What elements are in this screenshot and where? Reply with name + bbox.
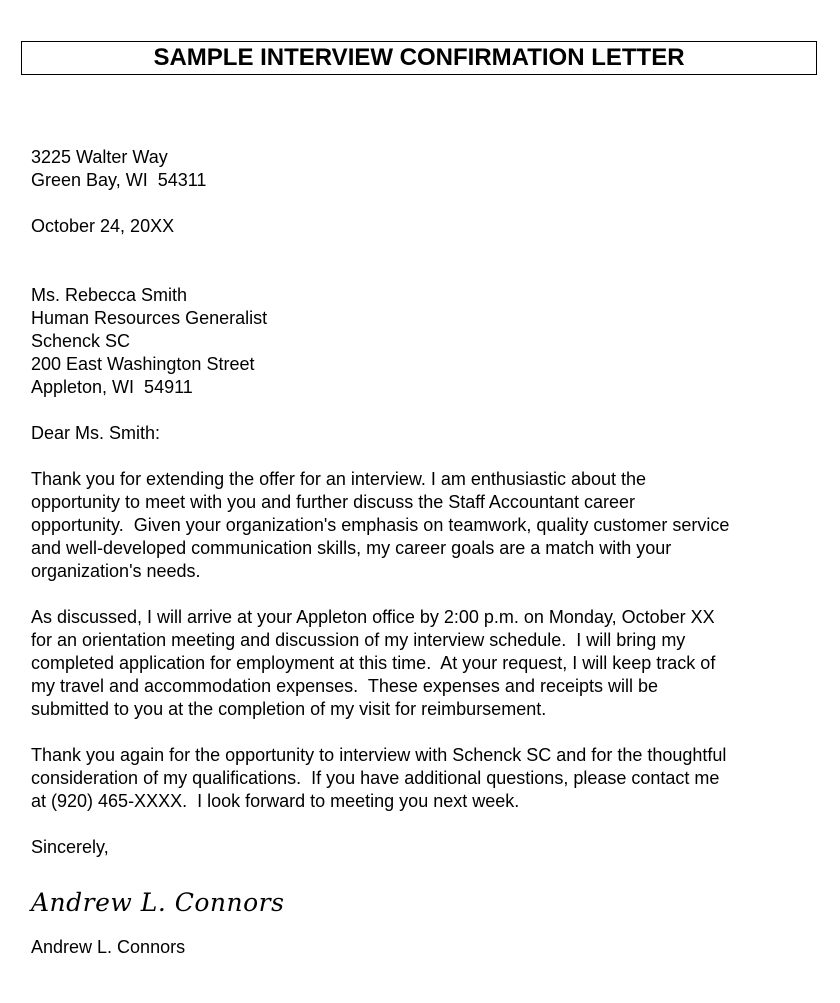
- letter-title: SAMPLE INTERVIEW CONFIRMATION LETTER: [153, 44, 685, 71]
- paragraph-line: opportunity to meet with you and further discuss the Staff Accountant career: [31, 492, 636, 512]
- paragraph-3: [31, 744, 821, 813]
- recipient-line: Ms. Rebecca Smith: [31, 285, 188, 305]
- paragraph-line: organization's needs.: [31, 561, 201, 581]
- paragraph-line: at (920) 465-XXXX. I look forward to meeting you next week.: [31, 791, 520, 811]
- paragraph-line: my travel and accommodation expenses. These expenses and receipts will be: [31, 676, 659, 696]
- printed-name-text: Andrew L. Connors: [31, 937, 186, 957]
- paragraph-line: opportunity. Given your organization's emphasis on teamwork, quality customer service: [31, 515, 730, 535]
- paragraph-line: and well-developed communication skills, my career goals are a match with your: [31, 538, 672, 558]
- letter-body: [31, 146, 821, 959]
- paragraph-line: Thank you again for the opportunity to interview with Schenck SC and for the thoughtful: [31, 745, 727, 765]
- salutation: [31, 422, 821, 445]
- sender-address: [31, 146, 821, 192]
- paragraph-line: submitted to you at the completion of my visit for reimbursement.: [31, 699, 547, 719]
- printed-name: [31, 936, 821, 959]
- closing-text: Sincerely,: [31, 837, 109, 857]
- recipient-line: Appleton, WI 54911: [31, 377, 193, 397]
- salutation-text: Dear Ms. Smith:: [31, 423, 161, 443]
- recipient-line: 200 East Washington Street: [31, 354, 255, 374]
- letter-date: [31, 215, 821, 238]
- handwritten-signature: Andrew L. Connors: [31, 888, 285, 917]
- paragraph-1: [31, 468, 821, 583]
- paragraph-line: completed application for employment at this time. At your request, I will keep track of: [31, 653, 716, 673]
- sender-address-line: 3225 Walter Way: [31, 147, 168, 167]
- paragraph-line: consideration of my qualifications. If you have additional questions, please contact me: [31, 768, 720, 788]
- sender-address-line: Green Bay, WI 54311: [31, 170, 207, 190]
- paragraph-2: [31, 606, 821, 721]
- paragraph-line: for an orientation meeting and discussion of my interview schedule. I will bring my: [31, 630, 686, 650]
- recipient-line: Human Resources Generalist: [31, 308, 268, 328]
- title-box: [21, 41, 817, 75]
- closing: [31, 836, 821, 859]
- paragraph-line: Thank you for extending the offer for an interview. I am enthusiastic about the: [31, 469, 647, 489]
- paragraph-line: As discussed, I will arrive at your Appleton office by 2:00 p.m. on Monday, October XX: [31, 607, 715, 627]
- recipient-address: [31, 284, 821, 399]
- date-text: October 24, 20XX: [31, 216, 175, 236]
- recipient-line: Schenck SC: [31, 331, 131, 351]
